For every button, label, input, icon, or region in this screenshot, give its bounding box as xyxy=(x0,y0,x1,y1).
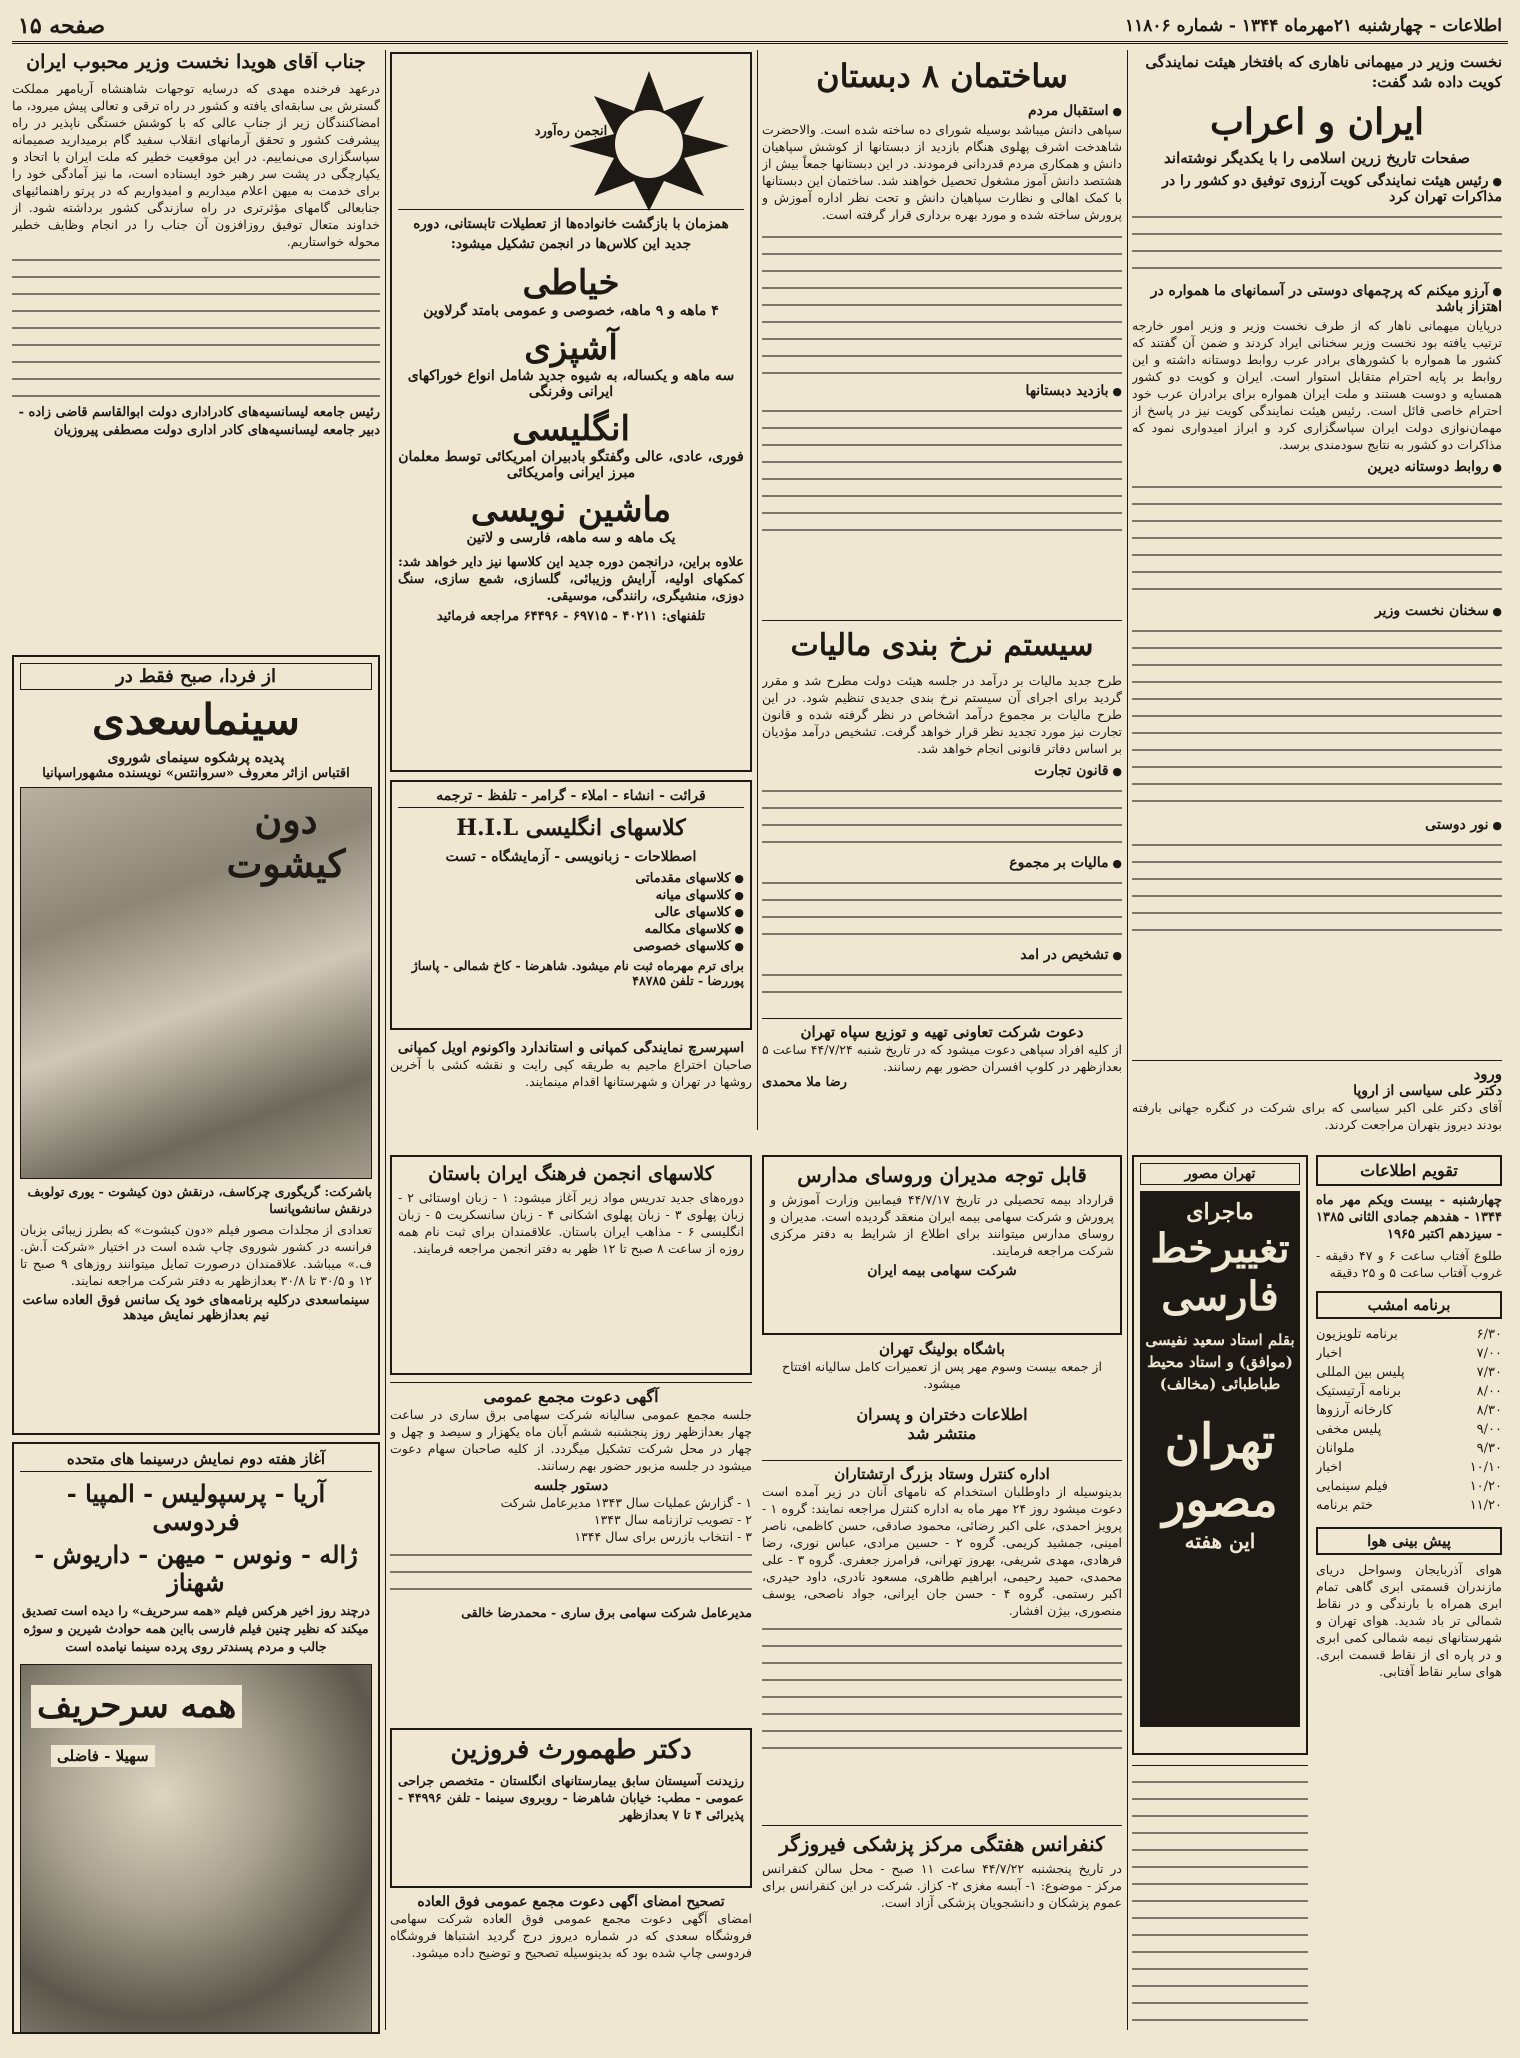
tv-row: ۹/۳۰ ملوانان xyxy=(1316,1441,1502,1456)
ad-tehran-mosavar xyxy=(1132,1155,1308,1755)
article-text-block xyxy=(762,873,1122,941)
course-name: انگلیسی xyxy=(512,409,630,450)
article-iran-arabs xyxy=(1132,52,1502,1052)
notice-army-exam xyxy=(762,1460,1122,1820)
ad-line: فارسی xyxy=(1161,1273,1279,1320)
ad-hame-sar-harif xyxy=(12,1442,380,2034)
notice-body: امضای آگهی دعوت مجمع عمومی فوق العاده شرکت سهامی فروشگاه سعدی که در شماره دیروز درج گردید اشتباها فروشگاه فردوسی چاپ شده بود که بدینوسیله تصحیح و توضیح داده میشود. xyxy=(390,1911,752,1960)
arrival-title: ورود xyxy=(1473,1065,1502,1083)
forecast-body: هوای آذربایجان وسواحل دریای مازندران قسمتی ابری گاهی تمام ابری همراه با بارندگی و در نقاط شمالی تر باد شدید. هوای تهران و شهرستانهای نیمه شمالی کمی ابری و در پاره ای از نقاط قسمت ابری. هوای سایر نقاط آفتابی. xyxy=(1316,1562,1502,1679)
masthead-page-number: صفحه ۱۵ xyxy=(18,12,106,39)
film-poster-image xyxy=(20,1664,372,2034)
calendar-date: چهارشنبه - بیست ویکم مهر ماه ۱۳۴۴ - هفدهم جمادی الثانی ۱۳۸۵ - سیزدهم اکتبر ۱۹۶۵ xyxy=(1316,1193,1502,1242)
notice-title: اطلاعات دختران و پسران xyxy=(856,1405,1028,1424)
ad-cinema-saadi xyxy=(12,655,380,1435)
notice-coop xyxy=(762,1018,1122,1148)
article-lead: صفحات تاریخ زرین اسلامی را با یکدیگر نوشته‌اند xyxy=(1164,149,1470,168)
article-text-block xyxy=(762,227,1122,377)
article-schools xyxy=(762,52,1122,612)
article-body: طرح جدید مالیات بر درآمد در جلسه هیئت دولت مطرح شد و مقرر گردید برای اجرای آن سیستم نرخ بندی جدیدی تنظیم شود. در این طرح مالیات بر مجموع درآمد اشخاص در نظر گرفته شده و قانون تجارت نیز مورد تجدید نظر قرار خواهد گرفت. تشخیص درآمد مؤدیان بر اساس دفاتر قانونی انجام خواهد شد. xyxy=(762,672,1122,756)
cinema-footer: سینماسعدی درکلیه برنامه‌های خود یک سانس فوق العاده ساعت نیم بعدازظهر نمایش میدهد xyxy=(22,1293,370,1324)
film-title: دون کیشوت xyxy=(226,797,346,886)
course-name: آشپزی xyxy=(524,328,618,369)
ad-line: این هفته xyxy=(1184,1529,1256,1553)
film-note: تعدادی از مجلدات مصور فیلم «دون کیشوت» که بطرز زیبائی بزبان فرانسه در کشور شوروی چاپ شده است در اختیار «شرکت آ.ش. ف.» میباشد. علاقمندان درصورت تمایل میتوانند روزهای ۹ صبح تا ۱۲ و ۳۰/۵ تا ۳۰/۸ بعدازظهر به دفتر شرکت مراجعه نمایند. xyxy=(20,1222,372,1289)
cinema-credit: اقتباس ازاثر معروف «سروانتس» نویسنده مشهوراسپانیا xyxy=(42,766,350,782)
hil-class: ● کلاسهای مکالمه xyxy=(398,922,744,937)
article-point: ● سخنان نخست وزیر xyxy=(1132,603,1502,619)
ad-line: بقلم استاد سعید نفیسی (موافق) و استاد محیط طباطبائی (مخالف) xyxy=(1145,1331,1295,1393)
column-rule xyxy=(1127,50,1128,2030)
course-desc: سه ماهه و یکساله، به شیوه جدید شامل انواع خوراکهای ایرانی وفرنگی xyxy=(407,368,735,401)
notice-body: از کلیه افراد سپاهی دعوت میشود که در تاریخ شنبه ۴۴/۷/۲۴ ساعت ۵ بعدازظهر در کلوپ افسران حضور بهم رسانند. xyxy=(762,1042,1122,1074)
tv-row: ۱۱/۲۰ ختم برنامه xyxy=(1316,1498,1502,1513)
notice-title: اسپرسرچ نمایندگی کمپانی و استاندارد واکونوم اویل کمپانی xyxy=(397,1040,745,1056)
notice-title: قابل توجه مدیران وروسای مدارس xyxy=(797,1163,1087,1187)
notice-patents xyxy=(390,1040,752,1150)
article-text-block xyxy=(1132,207,1502,277)
cinema-list-1: آریا - پرسپولیس - المپیا - فردوسی xyxy=(66,1479,326,1536)
ad-rahavard-classes xyxy=(390,52,752,772)
film-still-image xyxy=(20,787,372,1179)
arrival-subtitle: دکتر علی سیاسی از اروپا xyxy=(1353,1083,1502,1099)
article-point: ● رئیس هیئت نمایندگی کویت آرزوی توفیق دو کشور را در مذاکرات تهران کرد xyxy=(1132,173,1502,205)
notice-body: صاحبان اختراع ماجیم به طریقه کپی رایت و نقشه کشی با آخرین روشها در تهران و شهرستانها اقدام مینمایند. xyxy=(390,1057,752,1089)
ad-intro: همزمان با بازگشت خانواده‌ها از تعطیلات تابستانی، دوره جدید این کلاس‌ها در انجمن تشکیل میشود: xyxy=(398,209,744,254)
column-rule xyxy=(757,50,758,1130)
article-body: درپایان میهمانی ناهار که از طرف نخست وزیر و وزیر امور خارجه ترتیب یافته بود نخست وزیر سخنانی ایراد کردند و ضمن آن گفتند که کشور ما همواره با کشورهای برادر عرب روابط دوستانه داشته و این روابط بر پایه احترام متقابل استوار است. ایران و کویت دو کشور همسایه و دوست هستند و ملت ایران همواره برای برادران عرب خود احترام خاصی قائل است. رئیس هیئت نمایندگی کویت نیز در پاسخ از مهمان‌نوازی دولت ایران سپاسگزاری کرد و ابراز امیدواری نمود که مذاکرات دو کشور به نتایج سودمندی برسد. xyxy=(1132,318,1502,453)
article-title: ایران و اعراب xyxy=(1209,101,1424,143)
rahavard-logo-text: انجمن ره‌آورد xyxy=(534,124,608,139)
notice-body: از جمعه بیست وسوم مهر پس از تعمیرات کامل سالیانه افتتاح میشود. xyxy=(782,1359,1102,1391)
agenda-item: ۳ - انتخاب بازرس برای سال ۱۳۴۴ xyxy=(574,1529,752,1544)
arrival-body: آقای دکتر علی اکبر سیاسی که برای شرکت در کنگره جهانی بارفته بودند دیروز بتهران مراجعت کردند. xyxy=(1132,1100,1502,1132)
article-point: ● استقبال مردم xyxy=(762,103,1122,119)
masthead xyxy=(12,10,1508,44)
tv-row: ۶/۳۰ برنامه تلویزیون xyxy=(1316,1327,1502,1342)
notice-sign: شرکت سهامی بیمه ایران xyxy=(867,1263,1017,1279)
hil-footer: برای ترم مهرماه ثبت نام میشود. شاهرضا - کاخ شمالی - پاساژ پوررضا - تلفن ۴۸۷۸۵ xyxy=(411,958,744,989)
notice-ancient-culture xyxy=(390,1155,752,1375)
course-desc: یک ماهه و سه ماهه، فارسی و لاتین xyxy=(466,530,676,547)
masthead-issue: اطلاعات - چهارشنبه ۲۱مهرماه ۱۳۴۴ - شماره ۱۱۸۰۶ xyxy=(1125,15,1502,36)
article-point: ● قانون تجارت xyxy=(762,763,1122,779)
notice-title: کنفرانس هفتگی مرکز پزشکی فیروزگر xyxy=(779,1832,1105,1856)
article-text-block xyxy=(762,1619,1122,1759)
multi-head: آغاز هفته دوم نمایش درسینما های متحده xyxy=(20,1450,372,1472)
notice-body: بدینوسیله از داوطلبان استخدام که نامهای آنان در زیر آمده است دعوت میشود روز ۲۴ مهر ماه به اداره کنترل مراجعه نمایند: گروه ۱ - پرویز احمدی، علی اکبر رضائی، محمود صادقی، حسن کاظمی، ناصر امینی، جمشید کریمی. گروه ۲ - حسین مرادی، عباس نوری، رضا فرهادی، مهدی شریفی، بهروز تهرانی، فرامرز جعفری. گروه ۳ - علی محمدی، حمید رحیمی، ابراهیم طاهری، مسعود نادری، داود حیدری، اکبر رستمی. گروه ۴ - حسن جان ایرانی، جواد ناصحی، یوسف منصوری، بیژن افشار. xyxy=(762,1484,1122,1618)
notice-bowling xyxy=(762,1340,1122,1400)
hil-class: ● کلاسهای خصوصی xyxy=(398,939,744,954)
cinema-producer: پدیده پرشکوه سینمای شوروی xyxy=(107,750,285,767)
article-title: جناب آقای هویدا نخست وزیر محبوب ایران xyxy=(26,52,366,73)
tv-schedule xyxy=(1316,1325,1502,1515)
notice-sub: منتشر شد xyxy=(907,1424,977,1443)
calendar-sun: طلوع آفتاب ساعت ۶ و ۴۷ دقیقه - غروب آفتاب ساعت ۵ و ۲۵ دقیقه xyxy=(1316,1248,1502,1280)
article-point: ● تشخیص در امد xyxy=(762,947,1122,963)
notice-title: اداره کنترل وستاد بزرگ ارتشتاران xyxy=(834,1465,1050,1483)
notice-title: دعوت شرکت تعاونی تهیه و توزیع سپاه تهران xyxy=(800,1023,1084,1041)
notice-title: تصحیح امضای آگهی دعوت مجمع عمومی فوق العاده xyxy=(417,1894,725,1910)
article-text-block xyxy=(1132,835,1502,945)
article-text-block xyxy=(762,965,1122,1005)
article-body: سپاهی دانش میباشد بوسیله شورای ده ساخته شده است. والاحضرت شاهدخت اشرف پهلوی هنگام بازدید از دبستانها از کوشش سپاهیان دانش و همکاری مردم قدردانی فرمودند. در این دبستانها جمعاً بیش از هشتصد دانش آموز مشغول تحصیل خواهند شد. ساختمان این دبستانها با کمک اهالی و نظارت سپاهیان دانش و تحت نظر اداره آموزش و پرورش ساخته شده و مورد بهره برداری قرار گرفته است. xyxy=(762,121,1122,222)
ad-hil-english xyxy=(390,780,752,1030)
article-arrival xyxy=(1132,1060,1502,1150)
tv-row: ۷/۰۰ اخبار xyxy=(1316,1346,1502,1361)
film-title: همه سرحریف xyxy=(31,1685,242,1728)
article-title: سیستم نرخ بندی مالیات xyxy=(790,628,1094,663)
cinema-list-2: ژاله - ونوس - میهن - داریوش - شهناز xyxy=(34,1540,358,1597)
hil-title: کلاسهای انگلیسی H.I.L xyxy=(456,815,686,841)
cinema-name: سینماسعدی xyxy=(92,695,300,744)
hil-class: ● کلاسهای عالی xyxy=(398,905,744,920)
article-text-block xyxy=(1132,1772,1308,2032)
article-sign: رئیس جامعه لیسانسیه‌های کادراداری دولت ابوالقاسم قاضی زاده - دبیر جامعه لیسانسیه‌های کادر اداری دولت مصطفی پیروزیان xyxy=(18,404,380,438)
notice-body: جلسه مجمع عمومی سالیانه شرکت سهامی برق ساری در ساعت چهار بعدازظهر روز پنجشنبه ششم آبان ماه یکهزار و سیصد و چهل و چهار در محل شرکت تشکیل میگردد. از کلیه صاحبان سهام دعوت میشود در جلسه مزبور حضور بهم رسانند. xyxy=(390,1407,752,1473)
tv-row: ۱۰/۱۰ اخبار xyxy=(1316,1460,1502,1475)
article-text-block xyxy=(762,781,1122,849)
article-point: ● مالیات بر مجموع xyxy=(762,855,1122,871)
notice-title: آگهی دعوت مجمع عمومی xyxy=(483,1387,659,1406)
cinema-from: از فردا، صبح فقط در xyxy=(20,663,372,690)
notice-correction xyxy=(390,1894,752,2034)
notice-general-meeting xyxy=(390,1382,752,1722)
notice-title: باشگاه بولینگ تهران xyxy=(879,1340,1005,1358)
course-name: ماشین نویسی xyxy=(470,490,672,531)
course-desc: فوری، عادی، عالی وگفتگو بادبیران امریکائی توسط معلمان مبرز ایرانی وامریکائی xyxy=(398,449,744,482)
article-text-block xyxy=(1132,477,1502,597)
calendar-block xyxy=(1316,1155,1502,2035)
column-rule xyxy=(385,50,386,2030)
article-point: ● بازدید دبستانها xyxy=(762,383,1122,399)
notice-body: دوره‌های جدید تدریس مواد زیر آغاز میشود: ۱ - زبان اوستائی ۲ - زبان پهلوی ۳ - زبان پهلوی اشکانی ۴ - زبان سانسکریت ۵ - زبان انگلیسی ۶ - مذاهب ایران باستان. علاقمندان برای ثبت نام همه روزه از ساعت ۸ صبح تا ۱۲ ظهر به دفتر انجمن مراجعه فرمایند. xyxy=(398,1190,744,1256)
notice-sign: رضا ملا محمدی xyxy=(762,1075,847,1090)
ad-line: ماجرای xyxy=(1186,1199,1254,1225)
notice-firouzgar-conference xyxy=(762,1825,1122,2035)
course-name: خیاطی xyxy=(522,263,620,303)
doctor-name: دکتر طهمورث فروزین xyxy=(450,1735,692,1765)
notice-sign: مدیرعامل شرکت سهامی برق ساری - محمدرضا خالقی xyxy=(461,1605,752,1620)
ad-doctor xyxy=(390,1728,752,1888)
film-stars: سهیلا - فاضلی xyxy=(51,1745,155,1767)
ad-header: تهران مصور xyxy=(1140,1163,1300,1185)
hil-sub: اصطلاحات - زبانویسی - آزمایشگاه - تست xyxy=(445,849,697,866)
ad-panel xyxy=(1140,1191,1300,1727)
article-text-block xyxy=(1132,621,1502,811)
article-hoveyda-letter xyxy=(12,52,380,642)
tv-row: ۱۰/۲۰ فیلم سینمایی xyxy=(1316,1479,1502,1494)
article-text-block xyxy=(390,1545,752,1605)
notice-body: در تاریخ پنجشنبه ۴۴/۷/۲۲ ساعت ۱۱ صبح - محل سالن کنفرانس مرکز - موضوع: ۱- آبسه مغزی ۲- کزاز. شرکت در این کنفرانس برای عموم پزشکان و دانشجویان پزشکی آزاد است. xyxy=(762,1861,1122,1910)
notice-title: کلاسهای انجمن فرهنگ ایران باستان xyxy=(428,1163,714,1185)
film-cast: باشرکت: گریگوری چرکاسف، درنقش دون کیشوت - یوری تولوبف درنقش سانشوپانسا xyxy=(27,1184,372,1217)
ad-extra: علاوه براین، درانجمن دوره جدید این کلاسها نیز دایر خواهد شد: کمکهای اولیه، آرایش وزیبائی، گلسازی، شمع سازی، سنگ دوزی، منشیگری، رانندگی، موسیقی. xyxy=(398,555,744,605)
tv-row: ۸/۳۰ کارخانه آرزوها xyxy=(1316,1403,1502,1418)
article-point: ● روابط دوستانه دیرین xyxy=(1132,459,1502,475)
agenda-item: ۲ - تصویب ترازنامه سال ۱۳۴۳ xyxy=(593,1512,752,1527)
hil-class: ● کلاسهای میانه xyxy=(398,888,744,903)
newspaper-page xyxy=(12,10,1508,2038)
ad-line: تهران مصور xyxy=(1162,1414,1278,1528)
multi-desc: درچند روز اخیر هرکس فیلم «همه سرحریف» را دیده است تصدیق میکند که نظیر چنین فیلم فارسی بااین همه حوادث شیرین و سوژه جالب و مردم پسندتر روی پرده سینما نیامده است xyxy=(22,1603,370,1655)
article-title: ساختمان ۸ دبستان xyxy=(816,57,1068,95)
tv-header: برنامه امشب xyxy=(1316,1291,1502,1319)
calendar-header: تقویم اطلاعات xyxy=(1316,1155,1502,1186)
article-point: ● آرزو میکنم که پرچمهای دوستی در آسمانهای ما همواره در اهتزاز باشد xyxy=(1132,283,1502,315)
agenda-title: دستور جلسه xyxy=(533,1478,609,1494)
article-text-block xyxy=(762,401,1122,541)
notice-school-insurance xyxy=(762,1155,1122,1335)
article-kicker: نخست وزیر در میهمانی ناهاری که بافتخار هیئت نمایندگی کویت داده شد گفت: xyxy=(1145,53,1502,91)
course-desc: ۴ ماهه و ۹ ماهه، خصوصی و عمومی بامتد گرلاوین xyxy=(423,303,719,320)
tv-row: ۷/۳۰ پلیس بین المللی xyxy=(1316,1365,1502,1380)
tv-row: ۸/۰۰ برنامه آرتیستیک xyxy=(1316,1384,1502,1399)
hil-class-list xyxy=(398,871,744,954)
forecast-header: پیش بینی هوا xyxy=(1316,1527,1502,1555)
hil-top: قرائت - انشاء - املاء - گرامر - تلفظ - ترجمه xyxy=(398,788,744,808)
agenda-item: ۱ - گزارش عملیات سال ۱۳۴۳ مدیرعامل شرکت xyxy=(500,1495,752,1510)
notice-body: قرارداد بیمه تحصیلی در تاریخ ۴۴/۷/۱۷ فیمابین وزارت آموزش و پرورش و شرکت سهامی بیمه ایران منعقد گردیده است. مدیران و روسای مدارس میتوانند برای اطلاع از شرایط به دفتر مرکزی شرکت مراجعه فرمایند. xyxy=(770,1192,1114,1258)
doctor-details: رزیدنت آسیستان سابق بیمارستانهای انگلستان - متخصص جراحی عمومی - مطب: خیابان شاهرضا - روبروی سینما - تلفن ۴۴۹۹۶ - پذیرائی ۴ تا ۷ بعدازظهر xyxy=(398,1772,744,1822)
hil-class: ● کلاسهای مقدماتی xyxy=(398,871,744,886)
col1-bottom-filler xyxy=(1132,1765,1308,2035)
tv-row: ۹/۰۰ پلیس مخفی xyxy=(1316,1422,1502,1437)
article-text-block xyxy=(12,250,380,400)
ad-phones: تلفنهای: ۴۰۲۱۱ - ۶۹۷۱۵ - ۶۴۴۹۶ مراجعه فرمائید xyxy=(436,609,706,625)
article-body: درعهد فرخنده مهدی که درسایه توجهات شاهنشاه آریامهر مملکت گسترش بی سابقه‌ای یافته و کشور در راه ترقی و تعالی پیش میرود، ما امضاکنندگان زیر از جناب عالی که با کوشش خستگی ناپذیر در راه پیشرفت کشور و تحقق آرمانهای انقلاب سفید گام برمیدارید صمیمانه سپاسگزاری می‌نماییم. در این موقعیت خطیر که ملت ایران با اتحاد و یکپارچگی در پشت سر رهبر خود ایستاده است، ما نیز آمادگی خود را برای خدمت به میهن اعلام میداریم و امیدواریم که در پرتو راهنمائیهای جنابعالی گامهای مؤثرتری در راه سازندگی کشور برداشته شود. از خداوند متعال توفیق روزافزون آن جناب را در انجام وظایف خطیر محوله خواستاریم. xyxy=(12,80,380,249)
article-point: ● نور دوستی xyxy=(1132,817,1502,833)
article-tax xyxy=(762,620,1122,1010)
ad-line: تغییرخط xyxy=(1150,1225,1290,1272)
rahavard-logo-icon xyxy=(554,66,744,216)
